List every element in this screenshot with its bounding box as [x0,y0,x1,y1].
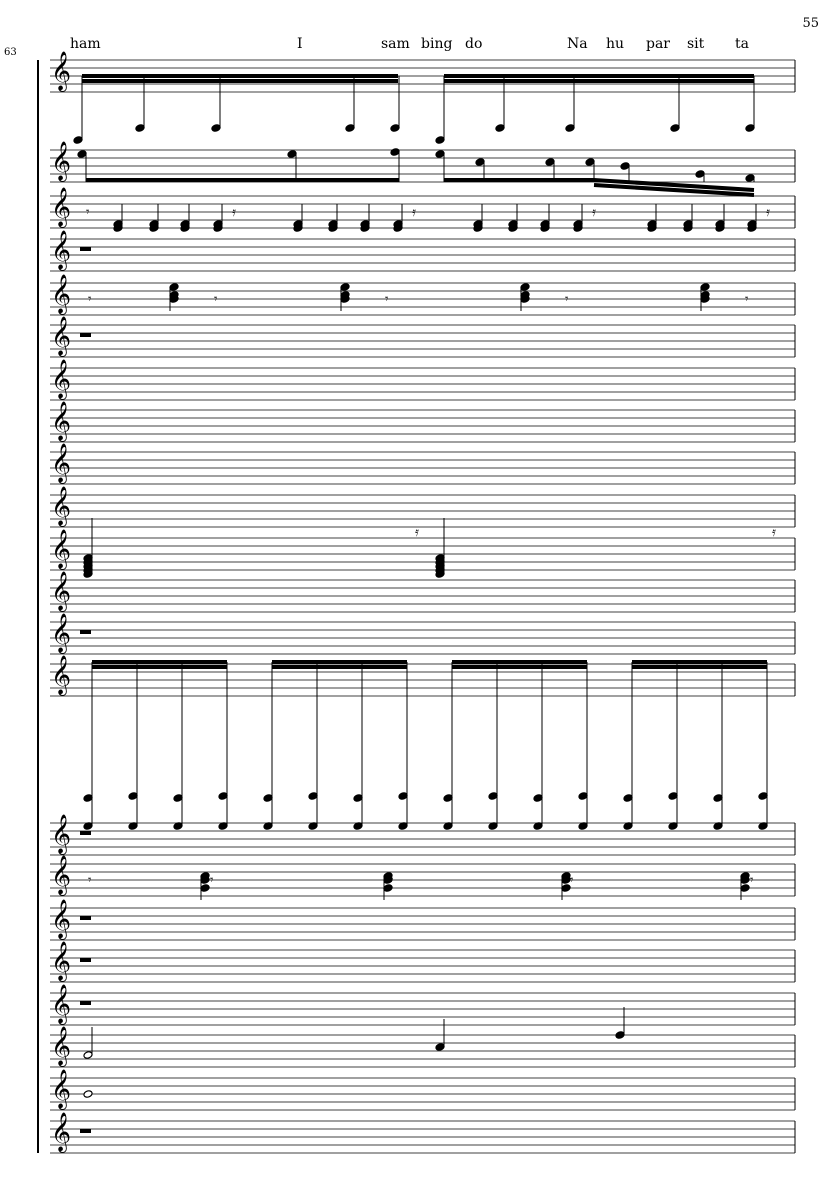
treble-clef-icon: 𝄞 [51,141,72,181]
rest-symbol: 𝄾 [745,292,749,307]
measure-number: 63 [4,47,17,58]
melody-notehead [287,150,297,159]
treble-clef-icon: 𝄞 [51,401,72,441]
figure-notehead [668,792,678,801]
figure-notehead [533,794,543,803]
vocal-notehead [670,124,680,133]
rest-symbol: 𝄾 [86,205,90,220]
melody-notehead [475,158,485,167]
quarter-notehead [435,1043,445,1052]
whole-rest [80,333,91,337]
chord-notehead [520,283,530,292]
rest-symbol: 𝄿 [415,525,419,540]
treble-clef-icon: 𝄞 [51,899,72,939]
whole-rest [80,831,91,835]
treble-clef-icon: 𝄞 [51,316,72,356]
vocal-notehead [345,124,355,133]
treble-clef-icon: 𝄞 [51,443,72,483]
rest-symbol: 𝄾 [88,873,92,888]
vocal-notehead [745,124,755,133]
treble-clef-icon: 𝄞 [51,187,72,227]
rest-symbol: 𝄿 [772,525,776,540]
figure-notehead [83,794,93,803]
melody-notehead [585,158,595,167]
vocal-notehead [435,136,445,145]
chord-notehead [700,283,710,292]
melody-notehead [390,148,400,157]
figure-notehead [128,792,138,801]
rest-symbol: 𝄿 [412,205,416,220]
quarter-notehead [615,1031,625,1040]
page-number: 55 [802,16,819,31]
figure-notehead [713,794,723,803]
figure-notehead [758,792,768,801]
lyric-syllable: sam [381,36,410,52]
melody-notehead [77,150,87,159]
melody-notehead [435,150,445,159]
rest-symbol: 𝄿 [232,205,236,220]
treble-clef-icon: 𝄞 [51,984,72,1024]
treble-clef-icon: 𝄞 [51,613,72,653]
treble-clef-icon: 𝄞 [51,571,72,611]
treble-clef-icon: 𝄞 [51,486,72,526]
figure-notehead [443,794,453,803]
treble-clef-icon: 𝄞 [51,1069,72,1109]
rest-symbol: 𝄿 [766,205,770,220]
rest-symbol: 𝄾 [210,873,214,888]
lyric-syllable: Na [567,36,588,52]
whole-notehead [83,1090,93,1099]
figure-notehead [623,794,633,803]
figure-notehead [578,792,588,801]
whole-rest [80,630,91,634]
whole-rest [80,247,91,251]
rest-symbol: 𝄾 [750,873,754,888]
vocal-notehead [390,124,400,133]
figure-notehead [488,792,498,801]
lyric-syllable: par [646,36,671,52]
treble-clef-icon: 𝄞 [51,359,72,399]
whole-rest [80,958,91,962]
rest-symbol: 𝄾 [390,873,394,888]
melody-notehead [620,162,630,171]
melody-notehead [695,170,705,179]
half-notehead [83,1051,93,1060]
rest-symbol: 𝄾 [385,292,389,307]
rest-symbol: 𝄾 [570,873,574,888]
lyric-syllable: do [465,36,483,52]
treble-clef-icon: 𝄞 [51,655,72,695]
treble-clef-icon: 𝄞 [51,230,72,270]
lyric-syllable: bing [421,36,453,52]
figure-notehead [308,792,318,801]
treble-clef-icon: 𝄞 [51,51,72,91]
melody-notehead [545,158,555,167]
treble-clef-icon: 𝄞 [51,1112,72,1152]
vocal-notehead [495,124,505,133]
treble-clef-icon: 𝄞 [51,529,72,569]
chord-notehead [740,884,750,893]
rest-symbol: 𝄾 [88,292,92,307]
treble-clef-icon: 𝄞 [51,274,72,314]
treble-clef-icon: 𝄞 [51,941,72,981]
vocal-notehead [73,136,83,145]
vocal-notehead [211,124,221,133]
figure-notehead [263,794,273,803]
chord-notehead [169,283,179,292]
chord-notehead [200,884,210,893]
lyric-syllable: ham [70,36,101,52]
treble-clef-icon: 𝄞 [51,814,72,854]
chord-notehead [340,283,350,292]
vocal-notehead [135,124,145,133]
treble-clef-icon: 𝄞 [51,1026,72,1066]
figure-notehead [398,792,408,801]
vocal-notehead [565,124,575,133]
figure-notehead [218,792,228,801]
treble-clef-icon: 𝄞 [51,855,72,895]
lyric-syllable: sit [687,36,705,52]
rest-symbol: 𝄿 [592,205,596,220]
lyric-syllable: I [297,36,303,52]
melody-notehead [745,174,755,183]
lyric-syllable: ta [735,36,749,52]
lyric-syllable: hu [606,36,625,52]
whole-rest [80,1001,91,1005]
figure-notehead [173,794,183,803]
whole-rest [80,1129,91,1133]
rest-symbol: 𝄾 [565,292,569,307]
figure-notehead [353,794,363,803]
whole-rest [80,916,91,920]
rest-symbol: 𝄾 [214,292,218,307]
